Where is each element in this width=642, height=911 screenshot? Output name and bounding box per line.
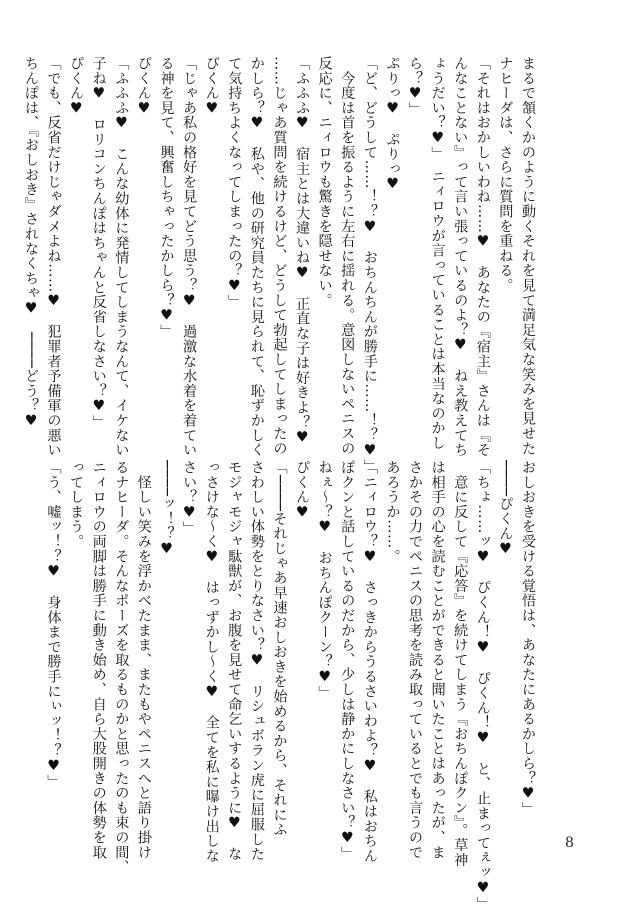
text-line: ってしまう。 xyxy=(68,460,85,549)
text-line: ぴくん♥ xyxy=(203,56,220,117)
text-line: るナヒーダ。そんなポーズを取るものかと思ったのも束の間、 xyxy=(113,460,130,875)
text-line: は相手の心を読むことができると聞いたことはあったが、ま xyxy=(429,460,446,860)
text-line: て気持ちよくなってしまったの？♥」 xyxy=(226,56,243,310)
text-line: ら？♥」 xyxy=(407,56,424,117)
text-line: さい？♥」 xyxy=(181,460,198,536)
text-line: ぷりっ♥ ぷりっ♥ xyxy=(384,56,401,193)
page-number: 8 xyxy=(565,835,574,851)
text-line: 反応に、ニィロウも驚きを隠せない。 xyxy=(316,56,333,308)
text-line: っさけな～く♥ はっずかし～く♥ 全てを私に曝け出しな xyxy=(203,460,220,864)
text-line: モジャモジャ駄獣が、お腹を見せて命乞いするように♥ な xyxy=(226,460,243,862)
text-line: ょうだい？♥」 ニィロウが言っていることは本当なのかし xyxy=(429,56,446,451)
text-line: ぽクンと話しているのだから、少しは静かにしなさい？♥」 xyxy=(339,460,356,862)
text-line: 「ニィロウ？♥ さっきからうるさいわよ？♥ 私はおちん xyxy=(361,460,378,864)
text-line: 「ふふふ♥ こんな幼体に発情してしまうなんて、イケない xyxy=(113,56,130,458)
text-line: 「じゃあ私の格好を見てどう思う？♥ 過激な水着を着てい xyxy=(181,56,198,458)
text-line: 「ちょ……ッ♥ ぴくん！♥ ぴくん！♥ と、止まってぇッ♥」 xyxy=(474,460,491,911)
text-line: 「ど、どうして……！？♥ おちんちんが勝手に……！？♥」 xyxy=(361,56,378,474)
text-line: かしら？♥ 私や、他の研究員たちに見られて、恥ずかしく xyxy=(248,56,265,458)
text-line: まるで頷くかのように動くそれを見て満足気な笑みを見せた xyxy=(520,56,536,456)
text-line: ────ッ！？♥ xyxy=(158,460,175,558)
text-line: 意に反して『応答』を続けてしまう『おちんぽクン』。草神 xyxy=(452,460,469,868)
text-line: 怪しい笑みを浮かべたまま、またもやペニスへと語り掛け xyxy=(135,460,152,860)
text-line: さわしい体勢をとりなさい？♥ リシュボラン虎に屈服した xyxy=(248,460,265,862)
text-line: 子ね♥ ロリコンちんぽはちゃんと反省しなさい？♥」 xyxy=(90,56,107,430)
text-line: 「う、嘘ッ！？♥ 身体まで勝手にぃッ！？♥」 xyxy=(45,460,62,790)
text-line: あろうか……。 xyxy=(384,460,401,564)
text-line: ねぇ～？♥ おちんぽクーン？♥」 xyxy=(316,460,333,701)
text-block-bottom xyxy=(45,460,539,911)
text-line: ちんぽは、『おしおき』されなくちゃ♥ ────どう？♥ xyxy=(22,56,39,430)
text-line: ────ぴくん♥ xyxy=(497,460,514,558)
text-line: 「────それじゃあ早速おしおきを始めるから、それにふ xyxy=(271,460,288,837)
text-line: 今度は首を振るように左右に揺れる。意図しないペニスの xyxy=(339,56,356,456)
text-line: る神を見て、興奮しちゃったかしら？♥」 xyxy=(158,56,175,339)
text-line: ニィロウの両脚は勝手に動き始め、自ら大股開きの体勢を取 xyxy=(90,460,107,860)
text-line: ……じゃあ質問を続けるけど、どうして勃起してしまったの xyxy=(271,56,288,456)
text-line: 「それはおかしいわね……♥ あなたの『宿主』さんは『そ xyxy=(474,56,491,458)
text-line: 「でも、反省だけじゃダメよね……♥ 犯罪者予備軍の悪い xyxy=(45,56,62,458)
text-line: ナヒーダは、さらに質問を重ねる。 xyxy=(497,56,514,293)
text-line: ぴくん♥ xyxy=(294,460,311,521)
text-line: さかその力でペニスの思考を読み取っているとでも言うので xyxy=(407,460,424,860)
text-line: んなことない』って言い張っているのよ？♥ ねえ教えてち xyxy=(452,56,469,458)
text-block-top xyxy=(22,56,539,474)
text-line: ぴくん♥ xyxy=(68,56,85,117)
text-line: おしおきを受ける覚悟は、あなたにあるかしら？♥」 xyxy=(520,460,536,817)
text-line: 「ふふふ♥ 宿主とは大違いね♥ 正直な子は好きよ？♥ xyxy=(294,56,311,447)
text-line: ぴくん♥ xyxy=(135,56,152,117)
